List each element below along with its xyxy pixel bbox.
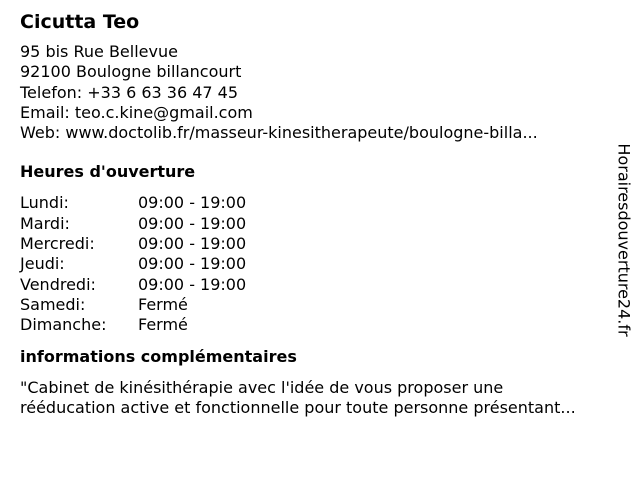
time-value: 09:00 - 19:00 xyxy=(138,254,247,274)
business-card xyxy=(20,10,610,418)
hours-row-monday xyxy=(20,193,610,213)
time-value: 09:00 - 19:00 xyxy=(138,274,247,294)
hours-row-thursday xyxy=(20,254,610,274)
address-line-1: 95 bis Rue Bellevue xyxy=(20,42,178,61)
time-value: Fermé xyxy=(138,315,188,335)
hours-row-saturday xyxy=(20,295,610,315)
phone-line: Telefon: +33 6 63 36 47 45 xyxy=(20,82,239,102)
watermark-text: Horairesdouverture24.fr xyxy=(614,143,634,337)
day-label: Lundi: xyxy=(20,193,69,213)
time-value: 09:00 - 19:00 xyxy=(138,234,247,254)
email-line: Email: teo.c.kine@gmail.com xyxy=(20,102,253,122)
hours-row-wednesday xyxy=(20,234,610,254)
description-text xyxy=(20,378,610,419)
hours-row-sunday xyxy=(20,315,610,335)
day-label: Mardi: xyxy=(20,213,70,233)
address-line-2: 92100 Boulogne billancourt xyxy=(20,62,242,82)
time-value: Fermé xyxy=(138,294,188,314)
business-name: Cicutta Teo xyxy=(20,11,140,33)
hours-heading: Heures d'ouverture xyxy=(20,162,196,182)
day-label: Vendredi: xyxy=(20,274,96,294)
time-value: 09:00 - 19:00 xyxy=(138,213,247,233)
hours-row-tuesday xyxy=(20,214,610,234)
description-line-2: rééducation active et fonctionnelle pour toute personne présentant... xyxy=(20,397,576,417)
web-line: Web: www.doctolib.fr/masseur-kinesitherapeute/boulogne-billa... xyxy=(20,123,538,143)
time-value: 09:00 - 19:00 xyxy=(138,193,247,213)
info-heading: informations complémentaires xyxy=(20,346,297,366)
opening-hours-table xyxy=(20,193,610,335)
day-label: Samedi: xyxy=(20,294,86,314)
day-label: Mercredi: xyxy=(20,234,95,254)
description-line-1: "Cabinet de kinésithérapie avec l'idée de vous proposer une xyxy=(20,377,504,397)
day-label: Jeudi: xyxy=(20,254,65,274)
day-label: Dimanche: xyxy=(20,315,107,335)
hours-row-friday xyxy=(20,275,610,295)
